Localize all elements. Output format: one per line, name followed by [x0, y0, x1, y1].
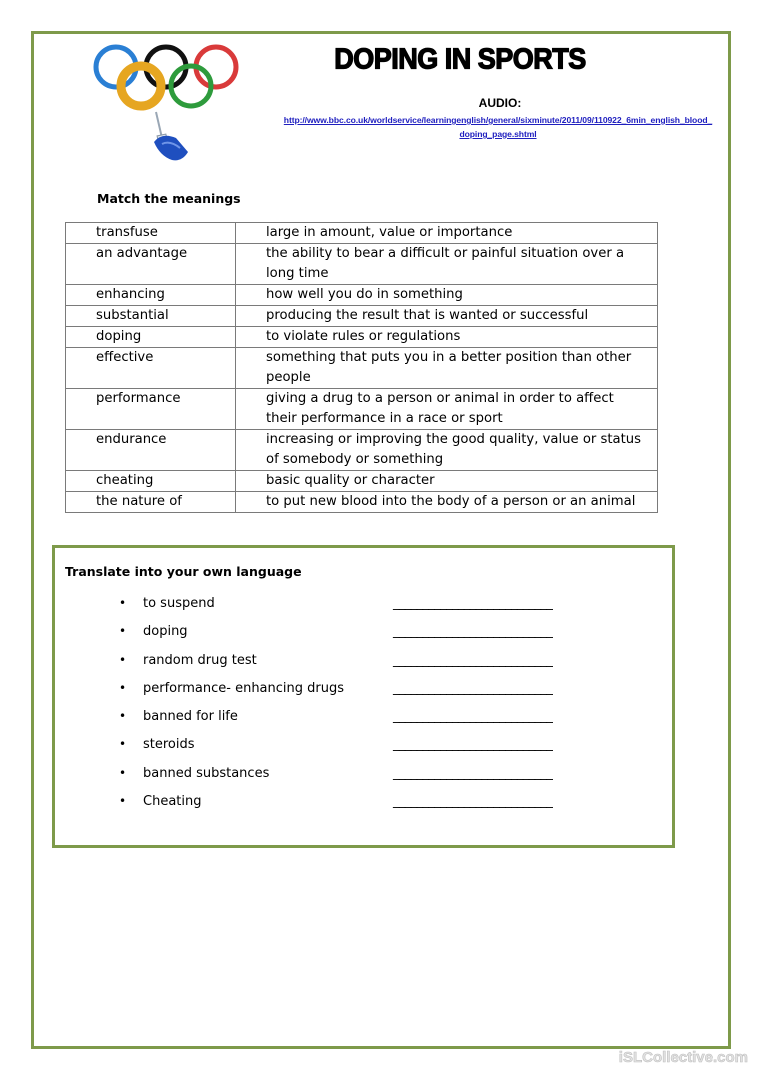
table-row [66, 430, 658, 471]
table-row [66, 471, 658, 492]
term-cell: performance [66, 389, 236, 430]
list-item [55, 624, 672, 652]
watermark: iSLCollective.com [618, 1049, 748, 1066]
match-heading: Match the meanings [97, 191, 241, 206]
term-cell: an advantage [66, 244, 236, 285]
table-row [66, 492, 658, 513]
list-item [55, 737, 672, 765]
term-cell: transfuse [66, 223, 236, 244]
list-item [55, 653, 672, 681]
olympic-rings-with-syringe-icon [92, 40, 242, 165]
vocab-word: banned for life [143, 709, 238, 725]
definition-cell: basic quality or character [236, 471, 658, 492]
term-cell: the nature of [66, 492, 236, 513]
definition-cell: giving a drug to a person or animal in order to affect their performance in a race or sport [236, 389, 658, 430]
vocab-word: Cheating [143, 794, 202, 810]
definition-cell: to violate rules or regulations [236, 327, 658, 348]
vocab-word: banned substances [143, 765, 270, 781]
table-row [66, 306, 658, 327]
bullet-icon: • [119, 624, 127, 639]
translate-heading: Translate into your own language [65, 564, 302, 579]
term-cell: substantial [66, 306, 236, 327]
table-row [66, 327, 658, 348]
bullet-icon: • [119, 709, 127, 724]
bullet-icon: • [119, 652, 127, 667]
bullet-icon: • [119, 794, 127, 809]
vocab-word: performance- enhancing drugs [143, 680, 345, 696]
list-item [55, 766, 672, 794]
definition-cell: how well you do in something [236, 285, 658, 306]
list-item [55, 596, 672, 624]
term-cell: endurance [66, 430, 236, 471]
table-row [66, 348, 658, 389]
vocab-word: doping [143, 624, 188, 640]
table-row [66, 244, 658, 285]
vocab-word: to suspend [143, 596, 215, 611]
answer-blank[interactable]: ___________________________ [393, 680, 553, 696]
vocab-word: steroids [143, 737, 195, 753]
vocab-word: random drug test [143, 652, 257, 668]
answer-blank[interactable]: ___________________________ [393, 737, 553, 753]
definition-cell: increasing or improving the good quality, value or status of somebody or something [236, 430, 658, 471]
definition-cell: large in amount, value or importance [236, 223, 658, 244]
page-border [31, 31, 731, 1049]
list-item [55, 681, 672, 709]
answer-blank[interactable]: ___________________________ [393, 709, 553, 725]
definition-cell: producing the result that is wanted or successful [236, 306, 658, 327]
table-row [66, 223, 658, 244]
term-cell: effective [66, 348, 236, 389]
answer-blank[interactable]: ___________________________ [393, 596, 553, 611]
term-cell: cheating [66, 471, 236, 492]
table-row [66, 285, 658, 306]
answer-blank[interactable]: ___________________________ [393, 765, 553, 781]
audio-label: AUDIO: [478, 96, 522, 110]
bullet-icon: • [119, 737, 127, 752]
vocab-list [55, 596, 672, 822]
answer-blank[interactable]: ___________________________ [393, 652, 553, 668]
answer-blank[interactable]: ___________________________ [393, 624, 553, 640]
answer-blank[interactable]: ___________________________ [393, 794, 553, 810]
definition-cell: something that puts you in a better position than other people [236, 348, 658, 389]
term-cell: doping [66, 327, 236, 348]
list-item [55, 794, 672, 822]
bullet-icon: • [119, 765, 127, 780]
term-cell: enhancing [66, 285, 236, 306]
bullet-icon: • [119, 596, 127, 610]
translate-box [52, 545, 675, 848]
list-item [55, 709, 672, 737]
bullet-icon: • [119, 680, 127, 695]
definition-cell: to put new blood into the body of a person or an animal [236, 492, 658, 513]
page-title: DOPING IN SPORTS [334, 43, 586, 75]
match-table [65, 222, 658, 513]
audio-link[interactable]: http://www.bbc.co.uk/worldservice/learningenglish/general/sixminute/2011/09/110922_6min_english_blood_doping_page.shtml [283, 115, 713, 139]
definition-cell: the ability to bear a difficult or painful situation over a long time [236, 244, 658, 285]
table-row [66, 389, 658, 430]
